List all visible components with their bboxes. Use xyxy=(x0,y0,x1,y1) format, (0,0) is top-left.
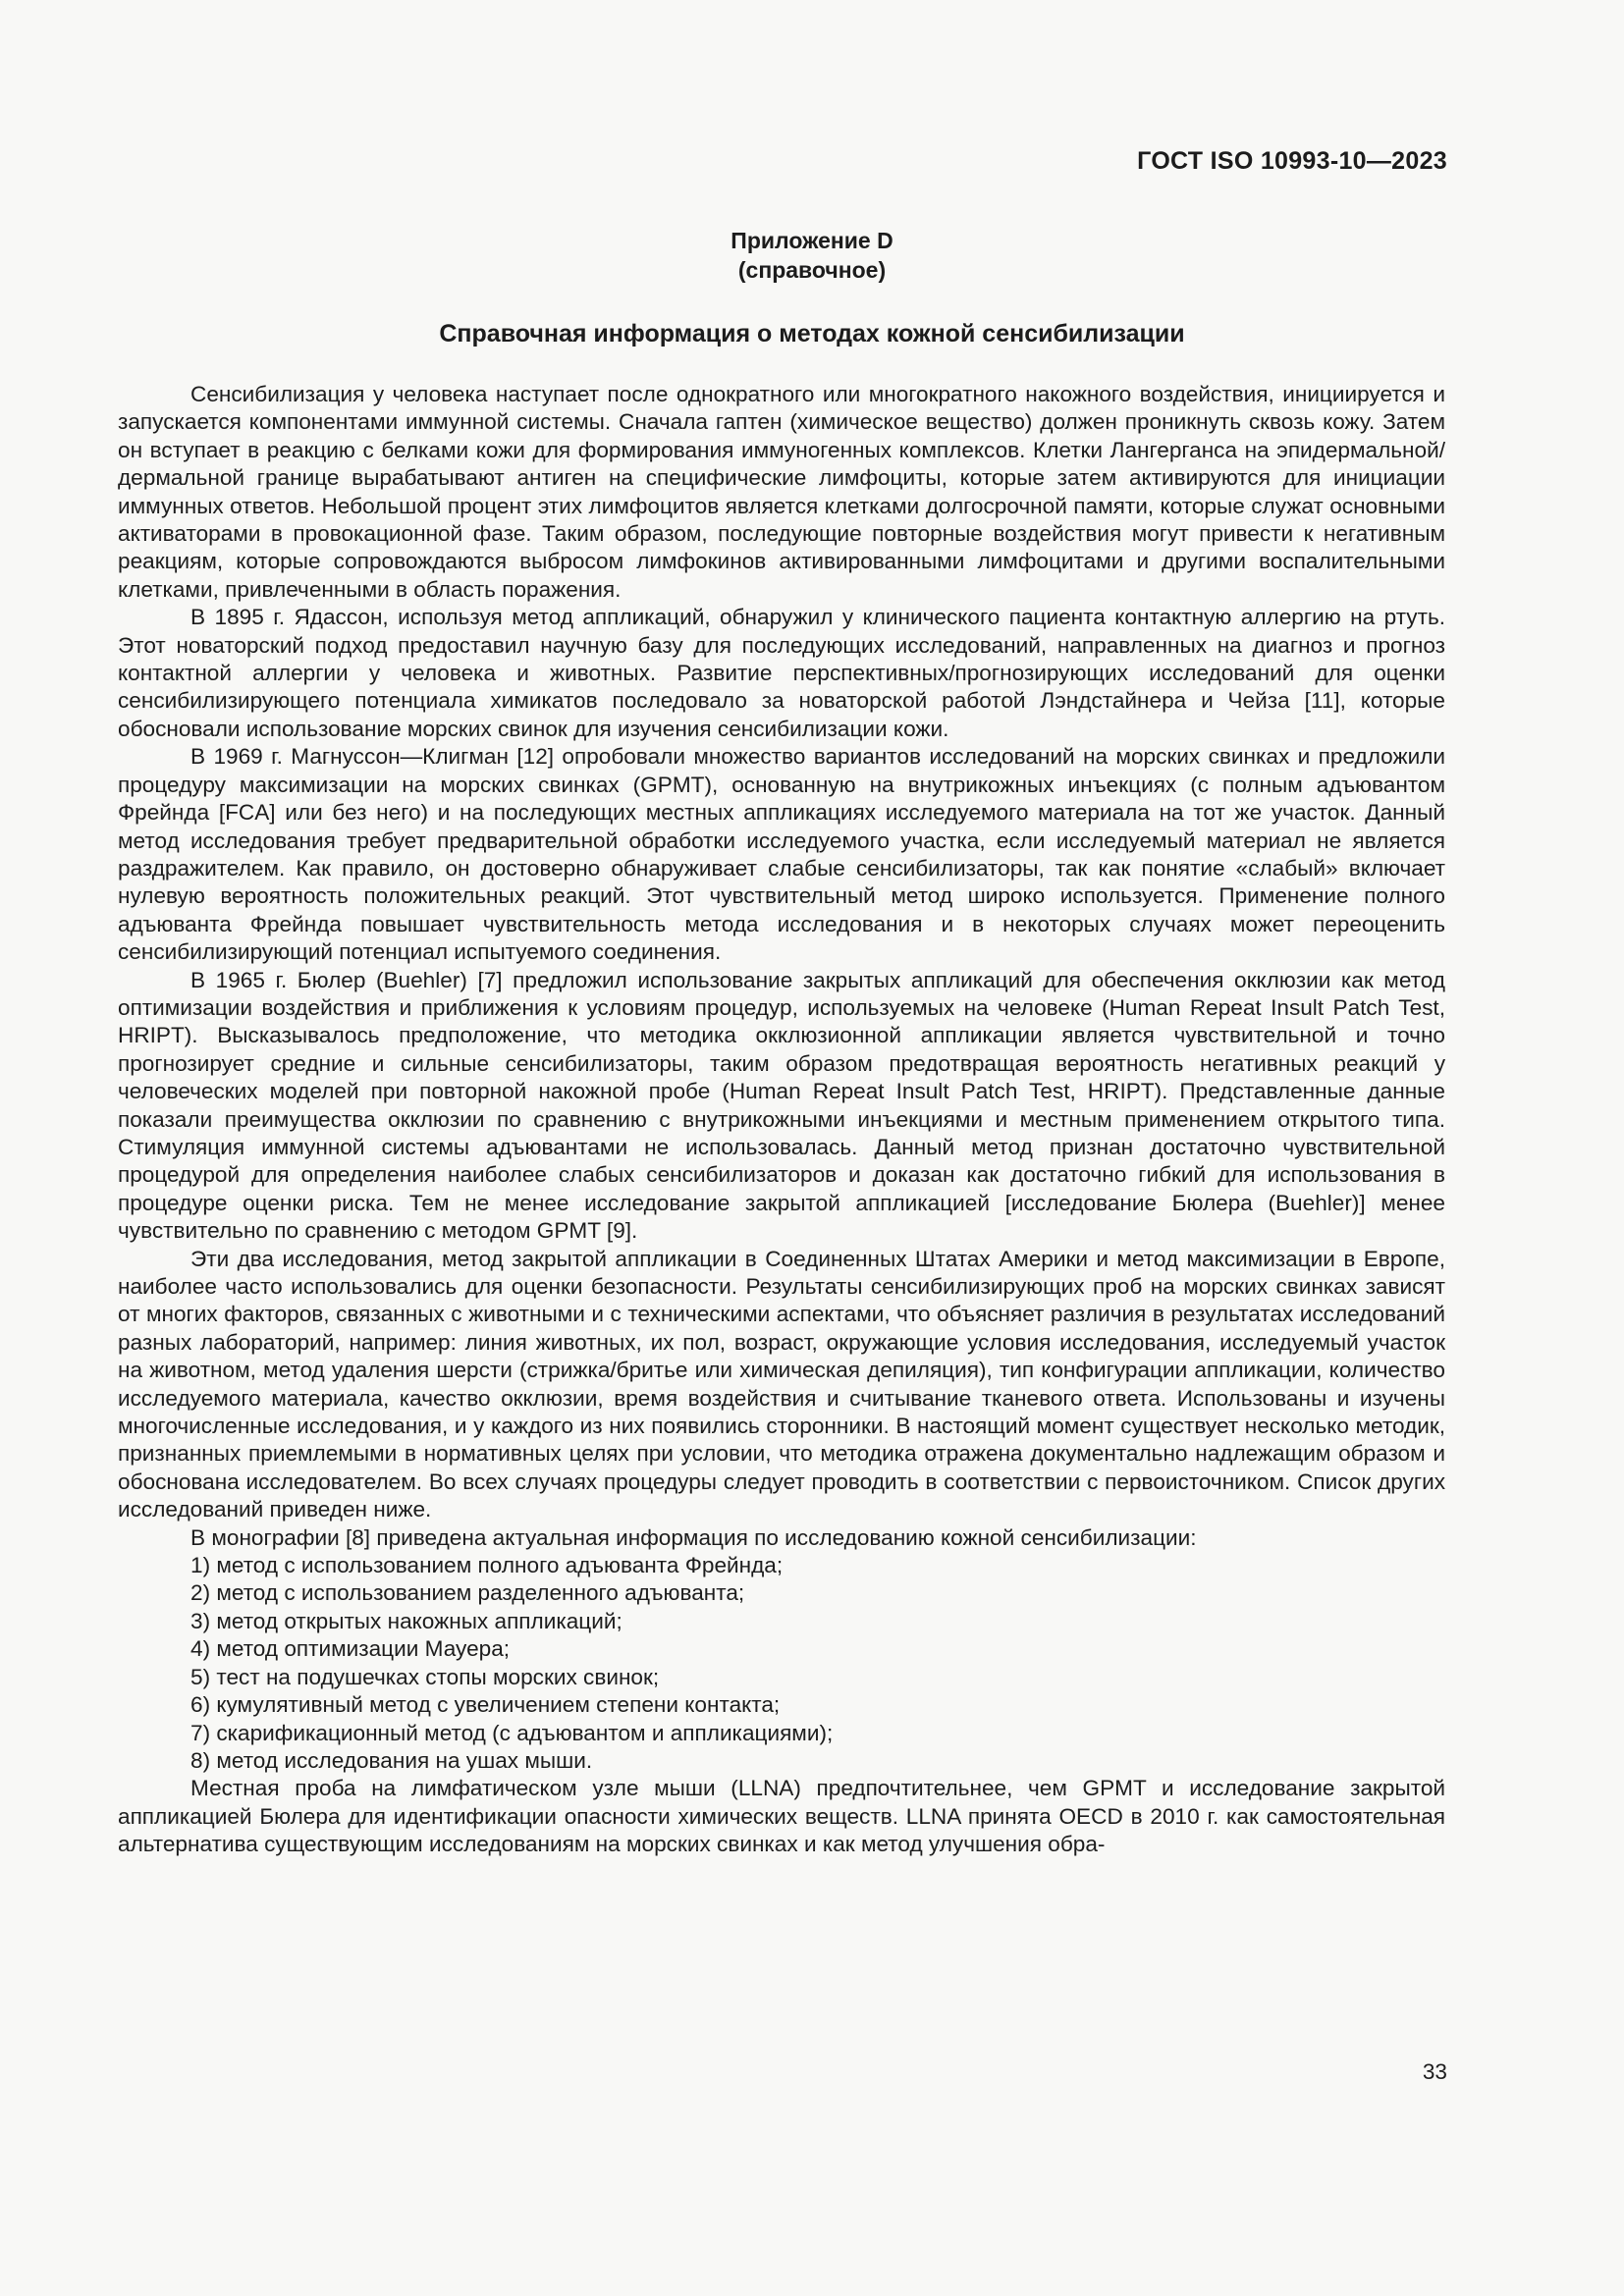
paragraph: Местная проба на лимфатическом узле мыши (LLNA) предпочтительнее, чем GPMT и исследование закрытой аппликацией Бюлера для идентификации опасности химических веществ. LLNA принята OECD в 2010 г. как самостоятельная альтернатива существующим исследованиям на морских свинках и как метод улучшения обра- xyxy=(118,1776,1445,1857)
paragraph: В 1895 г. Ядассон, используя метод аппликаций, обнаружил у клинического пациента контактную аллергию на ртуть. Этот новаторский подход предоставил научную базу для последующих исследований, направленных на диагноз и прогноз контактной аллергии у человека и животных. Развитие перспективных/прогнозирующих исследований для оценки сенсибилизирующего потенциала химикатов последовало за новаторской работой Лэндстайнера и Чейза [11], которые обосновали использование морских свинок для изучения сенсибилизации кожи. xyxy=(118,605,1445,741)
list-item: 2) метод с использованием разделенного адъюванта; xyxy=(190,1580,745,1606)
list-item: 8) метод исследования на ушах мыши. xyxy=(190,1747,593,1773)
document-code: ГОСТ ISO 10993-10—2023 xyxy=(1137,147,1447,175)
appendix-heading xyxy=(0,226,1624,285)
appendix-title: Приложение D xyxy=(731,228,893,253)
paragraph: Сенсибилизация у человека наступает после однократного или многократного накожного воздействия, инициируется и запускается компонентами иммунной системы. Сначала гаптен (химическое вещество) должен проникнуть сквозь кожу. Затем он вступает в реакцию с белками кожи для формирования иммуногенных комплексов. Клетки Лангерганса на эпидермальной/дермальной границе вырабатывают антиген на специфические лимфоциты, которые затем активируются для инициации иммунных ответов. Небольшой процент этих лимфоцитов является клетками долгосрочной памяти, которые служат основными активаторами в провокационной фазе. Таким образом, последующие повторные воздействия могут привести к негативным реакциям, которые сопровождаются выбросом лимфокинов активированными лимфоцитами и другими воспалительными клетками, привлеченными в область поражения. xyxy=(118,382,1445,602)
paragraph: Эти два исследования, метод закрытой аппликации в Соединенных Штатах Америки и метод максимизации в Европе, наиболее часто использовались для оценки безопасности. Результаты сенсибилизирующих проб на морских свинках зависят от многих факторов, связанных с животными и с техническими аспектами, что объясняет различия в результатах исследований разных лабораторий, например: линия животных, их пол, возраст, окружающие условия исследования, исследуемый участок на животном, метод удаления шерсти (стрижка/бритье или химическая депиляция), тип конфигурации аппликации, количество исследуемого материала, качество окклюзии, время воздействия и считывание тканевого ответа. Использованы и изучены многочисленные исследования, и у каждого из них появились сторонники. В настоящий момент существует несколько методик, признанных приемлемыми в нормативных целях при условии, что методика отражена документально надлежащим образом и обоснована исследователем. Во всех случаях процедуры следует проводить в соответствии с первоисточником. Список других исследований приведен ниже. xyxy=(118,1246,1445,1522)
list-item: 3) метод открытых накожных аппликаций; xyxy=(190,1608,623,1633)
body-text xyxy=(118,381,1445,1859)
appendix-subtitle: (справочное) xyxy=(737,257,887,283)
methods-list xyxy=(118,1552,1445,1775)
paragraph: В 1969 г. Магнуссон—Клигман [12] опробовали множество вариантов исследований на морских свинках и предложили процедуру максимизации на морских свинках (GPMT), основанную на внутрикожных инъекциях (с полным адъювантом Фрейнда [FCA] или без него) и на последующих местных аппликациях исследуемого материала на тот же участок. Данный метод исследования требует предварительной обработки исследуемого участка, если исследуемый материал не является раздражителем. Как правило, он достоверно обнаруживает слабые сенсибилизаторы, так как понятие «слабый» включает нулевую вероятность положительных реакций. Этот чувствительный метод широко используется. Применение полного адъюванта Фрейнда повышает чувствительность метода исследования и в некоторых случаях может переоценить сенсибилизирующий потенциал испытуемого соединения. xyxy=(118,744,1445,965)
list-item: 6) кумулятивный метод с увеличением степени контакта; xyxy=(190,1692,781,1718)
page-number: 33 xyxy=(1422,2059,1447,2084)
paragraph: В 1965 г. Бюлер (Buehler) [7] предложил использование закрытых аппликаций для обеспечения окклюзии как метод оптимизации воздействия и приближения к условиям процедур, используемых на человеке (Human Repeat Insult Patch Test, HRIPT). Высказывалось предположение, что методика окклюзионной аппликации является чувствительной и точно прогнозирует средние и сильные сенсибилизаторы, таким образом предотвращая вероятность негативных реакций у человеческих моделей при повторной накожной пробе (Human Repeat Insult Patch Test, HRIPT). Представленные данные показали преимущества окклюзии по сравнению с внутрикожными инъекциями и местным применением открытого типа. Стимуляция иммунной системы адъювантами не использовалась. Данный метод признан достаточно чувствительной процедурой для определения наиболее слабых сенсибилизаторов и доказан как достаточно гибкий для использования в процедуре оценки риска. Тем не менее исследование закрытой аппликацией [исследование Бюлера (Buehler)] менее чувствительно по сравнению с методом GPMT [9]. xyxy=(118,967,1445,1244)
paragraph: В монографии [8] приведена актуальная информация по исследованию кожной сенсибилизации: xyxy=(190,1524,1197,1550)
list-item: 1) метод с использованием полного адъюванта Фрейнда; xyxy=(190,1553,784,1578)
list-item: 5) тест на подушечках стопы морских свинок; xyxy=(190,1664,660,1689)
section-title: Справочная информация о методах кожной сенсибилизации xyxy=(439,320,1185,347)
list-item: 7) скарификационный метод (с адъювантом и аппликациями); xyxy=(190,1720,834,1745)
list-item: 4) метод оптимизации Мауера; xyxy=(190,1636,511,1662)
